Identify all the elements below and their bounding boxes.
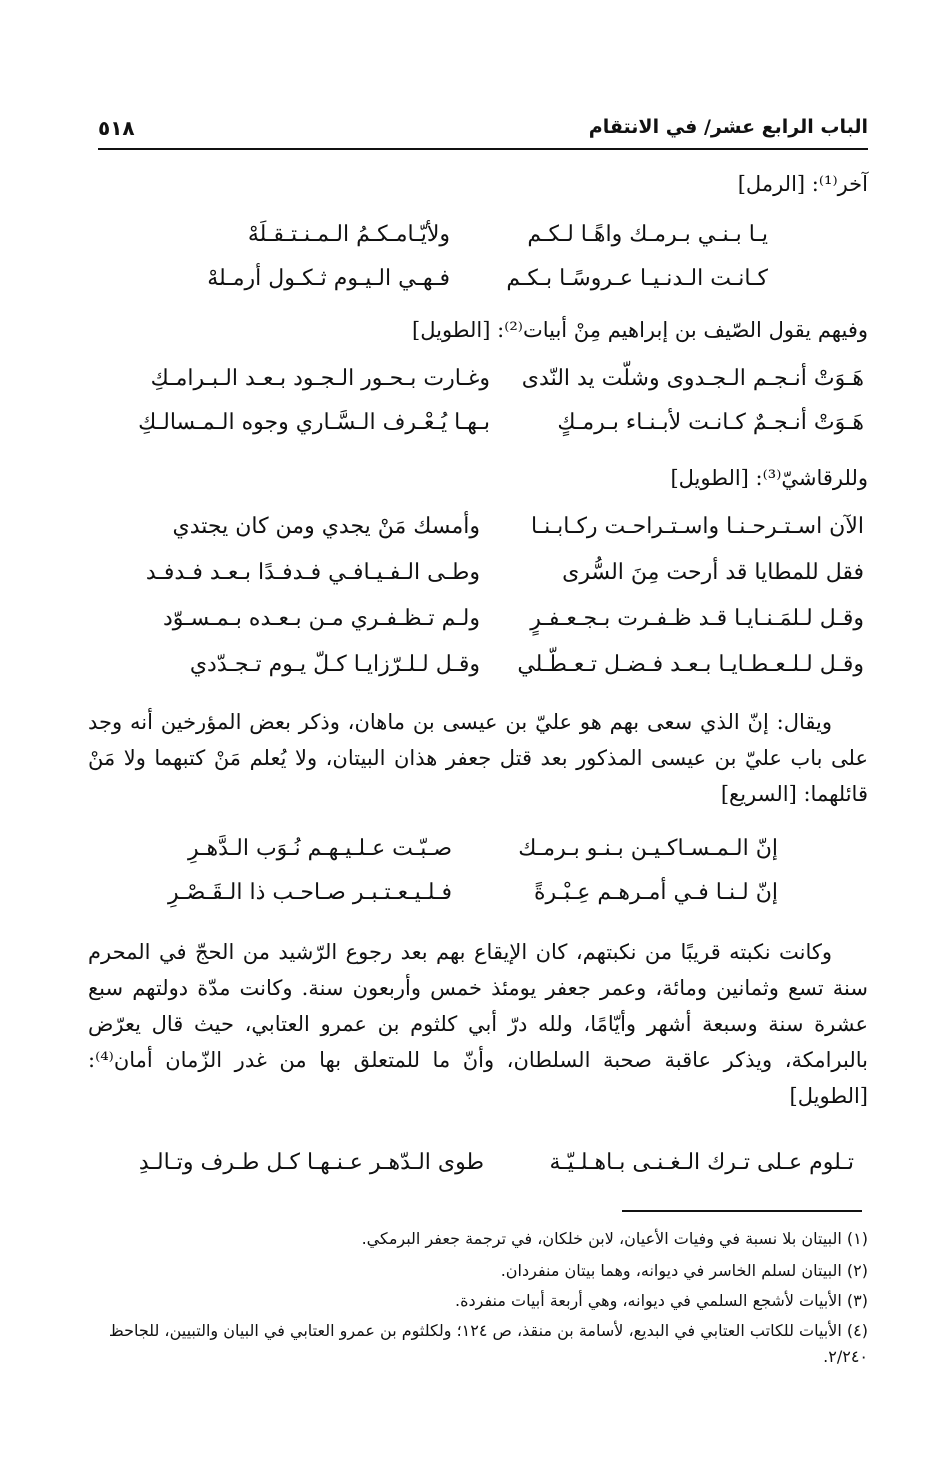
paragraph: وكانت نكبته قريبًا من نكبتهم، كان الإيقاع بهم بعد رجوع الرّشيد من الحجّ في المحرم سنة تسع وثمانين ومائة، وعمر جعفر يومئذ خمس وأربعون سنة. وكانت مدّة دولتهم سبع عشرة سنة وسبعة أشهر وأيّامًا، ولله درّ أبي كلثوم بن عمرو العتابي، حيث قال يعرّض بالبرامكة، ويذكر عاقبة صحبة السلطان، وأنّ ما للمتعلق بها من غدر الزّمان أمان⁽⁴⁾: [الطويل] (88, 940, 868, 1108)
hemistich-first: الآن اسـتـرحـنـا واسـتـراحـت ركـابـنـا (530, 514, 864, 539)
verse-intro: وللرقاشيّ⁽³⁾: [الطويل] (670, 466, 868, 490)
verse-intro: آخر⁽¹⁾: [الرمل] (737, 172, 868, 196)
hemistich-first: وقـل لـلمَـنـايـا قـد ظـفـرت بـجـعـفـرٍ (530, 606, 864, 631)
hemistich-second: صـبّـت عـلـيـهـم نُـوَب الـدَّهـرِ (187, 836, 452, 861)
verse-line (0, 222, 950, 258)
hemistich-second: فـهـي الـيـوم ثـكـول أرمـلهْ (207, 266, 450, 291)
hemistich-second: ولـم تـظـفـري مـن بـعـده بـمـسـوّد (162, 606, 480, 631)
footnote: (٣) الأبيات لأشجع السلمي في ديوانه، وهي أربعة أبيات منفردة. (455, 1291, 868, 1310)
verse-line (0, 836, 950, 872)
hemistich-first: يـا بـنـي بـرمـك واهًـا لـكـم (527, 222, 768, 247)
verse-line (0, 514, 950, 550)
verse-line (0, 410, 950, 446)
footnote: (٢) البيتان لسلم الخاسر في ديوانه، وهما بيتان منفردان. (500, 1261, 868, 1280)
hemistich-first: وقـل لـلـعـطـايـا بـعـد فـضـل تـعـطّـلي (517, 652, 864, 677)
chapter-title: الباب الرابع عشر/ في الانتقام (588, 116, 868, 138)
hemistich-second: وطـى الـفـيـافـي فـدفـدًا بـعـد فـدفـد (145, 560, 480, 585)
hemistich-second: ولأيّـامـكـمُ الـمـنـتـقـلَهْ (247, 222, 450, 247)
page-number: ٥١٨ (98, 116, 135, 140)
hemistich-second: وغـارت بـحـور الـجـود بـعـد الـبـرامـكِ (150, 366, 490, 391)
hemistich-second: طوى الـدّهـر عـنـهـا كـل طـرف وتـالـدِ (138, 1150, 484, 1175)
hemistich-second: بـهـا يُـعْـرف الـسَّـاري وجوه الـمـسالـكِ (138, 410, 490, 435)
hemistich-second: وأمسك مَنْ يجدي ومن كان يجتدي (172, 514, 480, 539)
footnote: (١) البيتان بلا نسبة في وفيات الأعيان، لابن خلكان، في ترجمة جعفر البرمكي. (361, 1229, 868, 1248)
hemistich-first: تـلوم عـلى تـرك الـغـنـى بـاهـلـيّـة (549, 1150, 854, 1175)
hemistich-first: فقل للمطايا قد أرحت مِنَ السُّرى (562, 560, 864, 585)
paragraph: ويقال: إنّ الذي سعى بهم هو عليّ بن عيسى بن ماهان، وذكر بعض المؤرخين أنه وجد على باب عليّ بن عيسى المذكور بعد قتل جعفر هذان البيتان، ولا يُعلم مَنْ كتبهما ولا مَنْ قائلهما: [السريع] (88, 710, 868, 806)
verse-line (0, 266, 950, 302)
verse-line (0, 652, 950, 688)
verse-line (0, 880, 950, 916)
hemistich-first: كـانـت الـدنـيـا عـروسًـا بـكـم (506, 266, 768, 291)
verse-intro: وفيهم يقول الصّيف بن إبراهيم مِنْ أبيات⁽²⁾: [الطويل] (412, 318, 868, 342)
hemistich-second: وقـل لـلـرّزايـا كـلّ يـوم تـجـدّدي (189, 652, 480, 677)
verse-line (0, 606, 950, 642)
hemistich-first: هَـوَتْ أنـجـمٌ كـانـت لأبـنـاء بـرمـكٍ (557, 410, 864, 435)
hemistich-first: إنّ الـمـسـاكـيـن بـنـو بـرمـك (518, 836, 778, 861)
verse-line (0, 366, 950, 402)
hemistich-first: هَـوَتْ أنـجـم الـجـدوى وشلّت يد النّدى (521, 366, 864, 391)
hemistich-second: فـلـيـعـتـبـر صـاحـب ذا الـقَـصْـرِ (167, 880, 452, 905)
footnote: (٤) الأبيات للكاتب العتابي في البديع، لأسامة بن منقذ، ص ١٢٤؛ ولكلثوم بن عمرو العتابي في البيان والتبيين، للجاحظ ٢/٢٤٠. (108, 1321, 868, 1366)
verse-line (0, 560, 950, 596)
footnote-rule (622, 1210, 862, 1212)
hemistich-first: إنّ لـنـا فـي أمـرهـم عِـبْـرةً (534, 880, 778, 905)
running-header (98, 114, 868, 150)
verse-line (0, 1150, 950, 1186)
